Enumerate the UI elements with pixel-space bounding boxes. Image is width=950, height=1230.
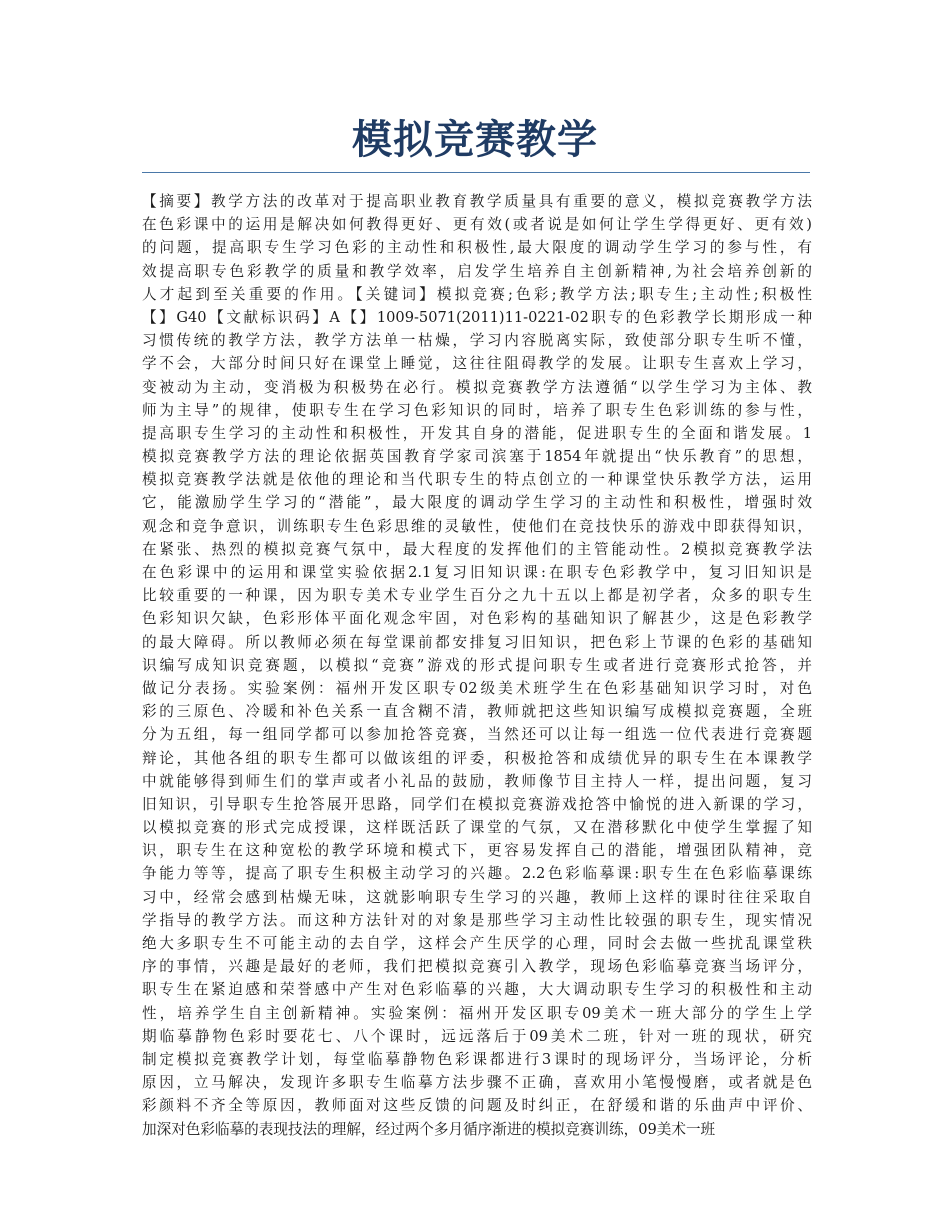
page-title: 模拟竞赛教学 xyxy=(352,117,598,163)
body-text-line: 原因，立马解决，发现许多职专生临摹方法步骤不正确，喜欢用小笔慢慢磨，或者就是色 xyxy=(142,1074,812,1092)
body-text-line: 辩论，其他各组的职专生都可以做该组的评委，积极抢答和成绩优异的职专生在本课教学 xyxy=(142,749,812,767)
body-text-line: 序的事情，兴趣是最好的老师，我们把模拟竞赛引入教学，现场色彩临摹竞赛当场评分， xyxy=(142,958,812,976)
body-text-line: 在色彩课中的运用是解决如何教得更好、更有效(或者说是如何让学生学得更好、更有效) xyxy=(142,216,812,234)
body-text-line: 习惯传统的教学方法，教学方法单一枯燥，学习内容脱离实际，致使部分职专生听不懂， xyxy=(142,332,812,350)
body-text-line: 旧知识，引导职专生抢答展开思路，同学们在模拟竞赛游戏抢答中愉悦的进入新课的学习， xyxy=(142,795,812,813)
body-text-line: 师为主导”的规律，使职专生在学习色彩知识的同时，培养了职专生色彩训练的参与性， xyxy=(142,401,812,419)
body-text-line: 彩颜料不齐全等原因，教师面对这些反馈的问题及时纠正，在舒缓和谐的乐曲声中评价、 xyxy=(142,1097,812,1115)
body-text-line: 彩的三原色、冷暖和补色关系一直含糊不清，教师就把这些知识编写成模拟竞赛题，全班 xyxy=(142,703,812,721)
body-text-line: 的问题，提高职专生学习色彩的主动性和积极性,最大限度的调动学生学习的参与性，有 xyxy=(142,239,812,257)
body-text-line: 绝大多职专生不可能主动的去自学，这样会产生厌学的心理，同时会去做一些扰乱课堂秩 xyxy=(142,935,812,952)
body-text-line: 学指导的教学方法。而这种方法针对的对象是那些学习主动性比较强的职专生，现实情况 xyxy=(142,911,812,929)
body-text-line: 制定模拟竞赛教学计划，每堂临摹静物色彩课都进行3课时的现场评分，当场评论，分析 xyxy=(142,1050,812,1068)
title-divider xyxy=(142,172,810,173)
body-text-line: 识，职专生在这种宽松的教学环境和模式下，更容易发挥自己的潜能，增强团队精神，竞 xyxy=(142,842,812,860)
body-text-line: 学不会，大部分时间只好在课堂上睡觉，这往往阻碍教学的发展。让职专生喜欢上学习， xyxy=(142,355,812,373)
body-text-line: 色彩知识欠缺，色彩形体平面化观念牢固，对色彩构的基础知识了解甚少，这是色彩教学 xyxy=(142,610,812,628)
body-text-line: 效提高职专色彩教学的质量和教学效率，启发学生培养自主创新精神,为社会培养创新的 xyxy=(142,262,812,280)
body-text-line: 在色彩课中的运用和课堂实验依据2.1复习旧知识课:在职专色彩教学中，复习旧知识是 xyxy=(142,564,812,581)
body-text-line: 提高职专生学习的主动性和积极性，开发其自身的潜能，促进职专生的全面和谐发展。1 xyxy=(142,424,812,442)
body-text-line: 以模拟竞赛的形式完成授课，这样既活跃了课堂的气氛，又在潜移默化中使学生掌握了知 xyxy=(142,819,812,837)
body-text-line: 模拟竞赛教学法就是依他的理论和当代职专生的特点创立的一种课堂快乐教学方法，运用 xyxy=(142,471,812,489)
body-text-line: 【】G40【文献标识码】A【】1009-5071(2011)11-0221-02职专的色彩教学长期形成一种 xyxy=(142,308,812,326)
body-text-line: 的最大障碍。所以教师必须在每堂课前都安排复习旧知识，把色彩上节课的色彩的基础知 xyxy=(142,633,812,651)
body-text-line: 做记分表扬。实验案例：福州开发区职专02级美术班学生在色彩基础知识学习时，对色 xyxy=(142,679,812,697)
body-text-line: 加深对色彩临摹的表现技法的理解，经过两个多月循序渐进的模拟竞赛训练，09美术一班 xyxy=(142,1120,716,1138)
body-text-line: 在紧张、热烈的模拟竞赛气氛中，最大程度的发挥他们的主管能动性。2模拟竞赛教学法 xyxy=(142,540,812,558)
body-text-line: 识编写成知识竞赛题，以模拟“竞赛”游戏的形式提问职专生或者进行竞赛形式抢答，并 xyxy=(142,656,812,674)
body-text-line: 比较重要的一种课，因为职专美术专业学生百分之九十五以上都是初学者，众多的职专生 xyxy=(142,587,812,605)
body-text-line: 中就能够得到师生们的掌声或者小礼品的鼓励，教师像节目主持人一样，提出问题，复习 xyxy=(142,772,812,790)
body-text-line: 职专生在紧迫感和荣誉感中产生对色彩临摹的兴趣，大大调动职专生学习的积极性和主动 xyxy=(142,981,812,999)
body-text-line: 争能力等等，提高了职专生积极主动学习的兴趣。2.2色彩临摹课:职专生在色彩临摹课练 xyxy=(142,865,812,883)
body-text-line: 观念和竞争意识，训练职专生色彩思维的灵敏性，使他们在竞技快乐的游戏中即获得知识， xyxy=(142,517,812,535)
body-text-line: 变被动为主动，变消极为积极势在必行。模拟竞赛教学方法遵循“以学生学习为主体、教 xyxy=(142,378,812,396)
body-text-line: 模拟竞赛教学方法的理论依据英国教育学家司滨塞于1854年就提出“快乐教育”的思想， xyxy=(142,448,812,466)
body-text-line: 【摘要】教学方法的改革对于提高职业教育教学质量具有重要的意义，模拟竞赛教学方法 xyxy=(142,193,812,210)
body-text-line: 习中，经常会感到枯燥无味，这就影响职专生学习的兴趣，教师上这样的课时往往采取自 xyxy=(142,888,812,906)
body-text-line: 期临摹静物色彩时要花七、八个课时，远远落后于09美术二班，针对一班的现状，研究 xyxy=(142,1027,812,1045)
body-text-line: 它，能激励学生学习的“潜能”，最大限度的调动学生学习的主动性和积极性，增强时效 xyxy=(142,494,812,512)
body-text-line: 人才起到至关重要的作用。【关键词】模拟竞赛;色彩;教学方法;职专生;主动性;积极性 xyxy=(142,285,812,303)
body-text-line: 性，培养学生自主创新精神。实验案例：福州开发区职专09美术一班大部分的学生上学 xyxy=(142,1004,812,1022)
body-text-line: 分为五组，每一组同学都可以参加抢答竞赛，当然还可以让每一组选一位代表进行竞赛题 xyxy=(142,726,812,744)
article-body xyxy=(142,190,812,1141)
